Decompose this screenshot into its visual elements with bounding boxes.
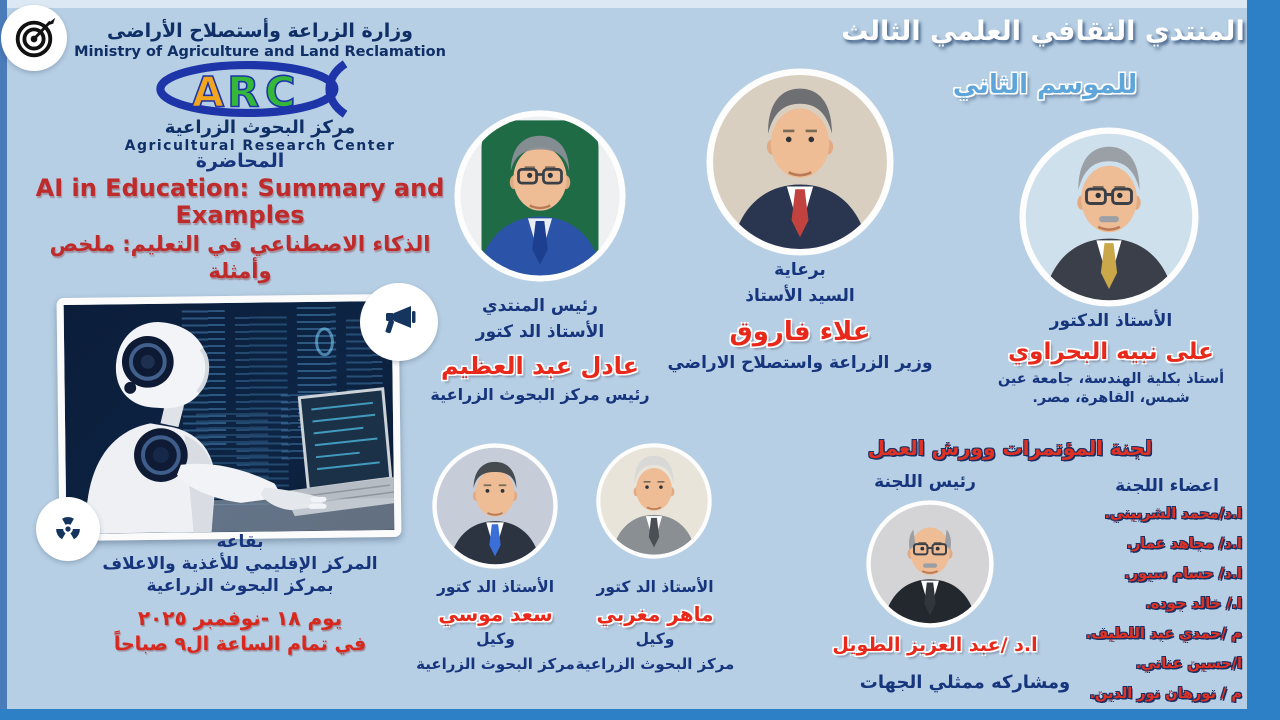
committee-member: ا.د/ حسام سيور. xyxy=(1124,566,1242,582)
venue-block xyxy=(55,531,425,655)
lecturer-name: على نبيه البحراوي xyxy=(1008,339,1214,366)
arc-name-en: Agricultural Research Center xyxy=(124,138,396,154)
forum-president-role: رئيس المنتدي xyxy=(482,296,598,316)
patron-degree: السيد الأستاذ xyxy=(745,286,855,307)
patron-role: برعاية xyxy=(774,260,826,280)
forum-president-position: رئيس مركز البحوث الزراعية xyxy=(430,384,650,404)
frame-left xyxy=(0,0,7,720)
photo-committee-chair xyxy=(866,500,994,628)
robot-illustration xyxy=(64,301,395,534)
lecture-title-en: AI in Education: Summary and Examples xyxy=(35,174,445,229)
committee-member: ا.د/محمد الشربيني. xyxy=(1104,506,1242,522)
committee-members-label: اعضاء اللجنة xyxy=(1115,476,1219,496)
lecturer-block xyxy=(980,308,1242,408)
photo-patron xyxy=(706,68,894,256)
committee-member: ا/حسين عناني. xyxy=(1135,656,1242,672)
committee-member: م / نورهان نور الدين. xyxy=(1089,686,1242,702)
vice1-position2: مركز البحوث الزراعية xyxy=(416,655,575,673)
venue-hall: بقاعه xyxy=(216,532,264,552)
arc-name-ar: مركز البحوث الزراعية xyxy=(164,117,356,138)
patron-position: وزير الزراعة واستصلاح الاراضي xyxy=(667,352,933,373)
frame-right xyxy=(1247,0,1280,720)
photo-vice2 xyxy=(596,443,712,559)
vice2-position2: مركز البحوث الزراعية xyxy=(575,655,735,673)
vice2-position1: وكيل xyxy=(635,630,675,648)
lecturer-degree: الأستاذ الدكتور xyxy=(1049,311,1173,331)
dartboard-icon xyxy=(10,14,58,62)
vice1-degree: الأستاذ الد كتور xyxy=(436,578,555,596)
frame-top xyxy=(0,0,1280,8)
vice1-name: سعد موسي xyxy=(438,602,553,626)
photo-forum-president xyxy=(454,110,626,282)
photo-lecturer xyxy=(1019,127,1199,307)
committee-title: لجنة المؤتمرات وورش العمل xyxy=(867,436,1153,460)
lecture-title-ar: الذكاء الاصطناعي في التعليم: ملخص وأمثلة xyxy=(49,231,431,284)
committee-members-list xyxy=(1010,499,1242,709)
forum-president-block xyxy=(415,293,665,404)
photo-vice1 xyxy=(432,443,558,569)
forum-president-name: عادل عبد العظيم xyxy=(440,351,640,380)
lecture-block xyxy=(28,150,452,285)
arc-letter-a: A xyxy=(191,67,225,117)
committee-member: ا./ خالد جوده. xyxy=(1145,596,1242,612)
patron-name: علاء فاروق xyxy=(729,316,871,347)
vice2-name: ماهر مغربي xyxy=(596,602,714,626)
arc-letter-c: C xyxy=(265,67,296,117)
committee-chair-name: ا.د /عبد العزيز الطويل xyxy=(832,634,1038,656)
venue-line1: المركز الإقليمي للأغذية والاعلاف xyxy=(102,554,378,575)
forum-title: المنتدي الثقافي العلمي الثالث xyxy=(841,16,1245,47)
lecturer-position: أستاذ بكلية الهندسة، جامعة عين شمس، القاهرة، مصر. xyxy=(997,371,1225,407)
forum-season: للموسم الثاني xyxy=(952,70,1138,100)
vice1-block xyxy=(408,578,583,673)
vice2-degree: الأستاذ الد كتور xyxy=(596,578,714,596)
committee-chair-role: رئيس اللجنة xyxy=(874,472,976,492)
target-icon xyxy=(1,5,67,71)
venue-line2: بمركز البحوث الزراعية xyxy=(146,576,334,597)
ai-robot-image xyxy=(57,294,402,541)
committee-chair-note: ومشاركه ممثلي الجهات xyxy=(859,672,1071,693)
ministry-name-ar: وزارة الزراعة وأستصلاح الأراضى xyxy=(107,20,413,42)
frame-bottom xyxy=(0,709,1280,720)
lecture-label: المحاضرة xyxy=(195,150,285,172)
ministry-name-en: Ministry of Agriculture and Land Reclamation xyxy=(74,44,446,60)
event-time: في تمام الساعة ال٩ صباحاً xyxy=(113,633,367,656)
event-date: يوم ١٨ -نوفمبر ٢٠٢٥ xyxy=(137,606,343,631)
vice2-block xyxy=(570,578,740,673)
committee-member: ا.د/ مجاهد عمار. xyxy=(1126,536,1242,552)
committee-member: م /حمدي عبد اللطيف. xyxy=(1085,626,1242,642)
patron-block xyxy=(665,257,935,373)
arc-logo xyxy=(100,60,420,118)
vice1-position1: وكيل xyxy=(476,630,515,648)
arc-letter-r: R xyxy=(227,67,260,117)
forum-president-degree: الأستاذ الد كتور xyxy=(475,322,605,343)
